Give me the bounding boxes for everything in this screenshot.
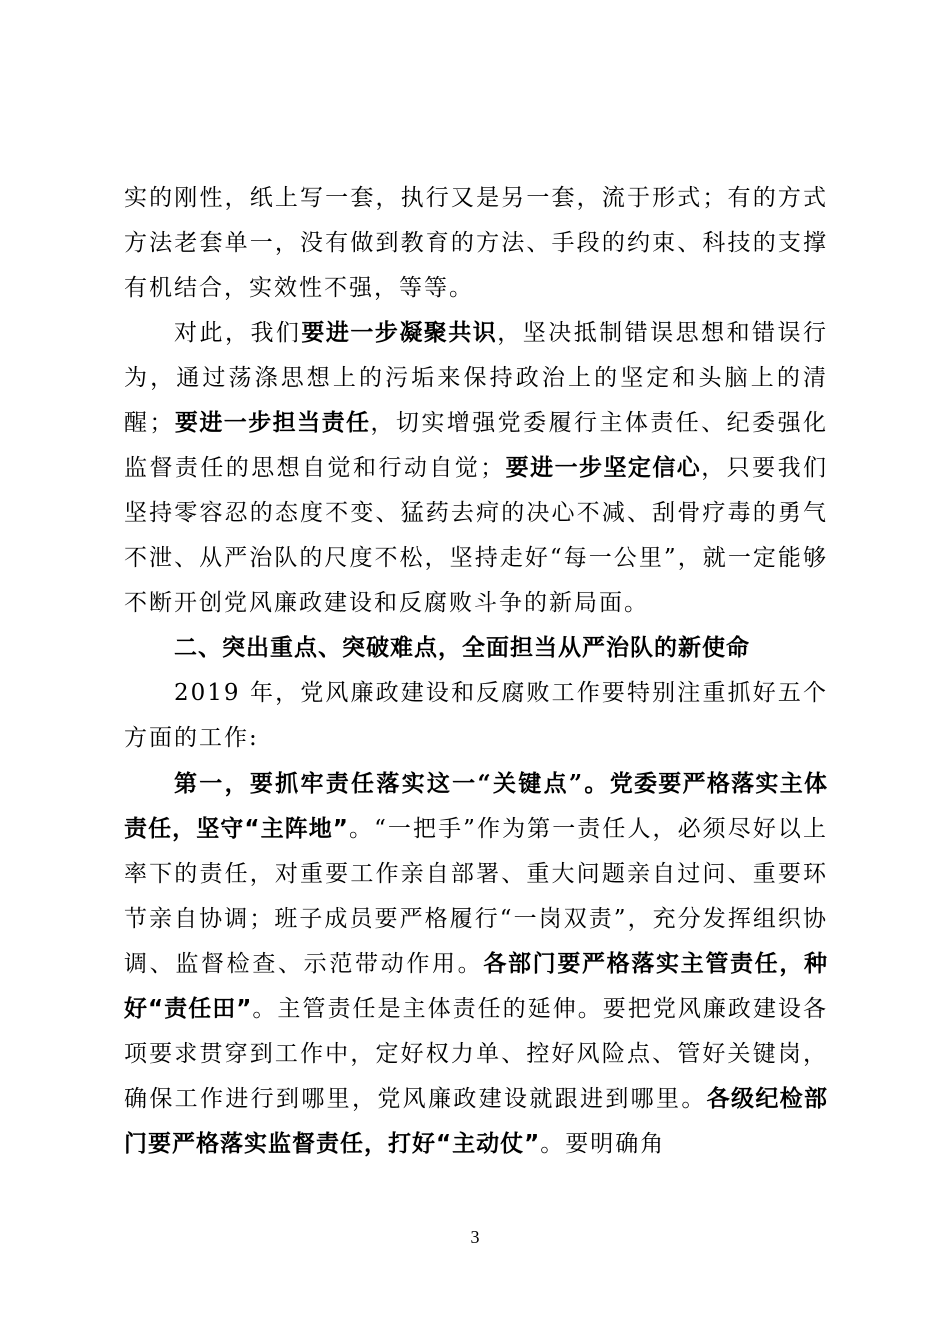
paragraph-text: 。主管责任是主体责任的延伸。要把党风廉政建设各项要求贯穿到工作中，定好权力单、控好风险点、管好关键岗，确保工作进行到哪里，党风廉政建设就跟进到哪里。: [124, 996, 829, 1112]
emphasis-text: 各级纪检部门要严格落实监督责任，打好“主动仗”: [124, 1086, 829, 1157]
paragraph-text: ，只要我们坚持零容忍的态度不变、猛药去疴的决心不减、刮骨疗毒的勇气不泄、从严治队的尺度不松，坚持走好“每一公里”，就一定能够不断开创党风廉政建设和反腐败斗争的新局面。: [124, 455, 829, 616]
paragraph-4: [124, 761, 828, 1167]
paragraph-text: ，切实增强党委履行主体责任、纪委强化监督责任的思想自觉和行动自觉；: [124, 410, 829, 481]
paragraph-text: 。要明确角: [540, 1131, 666, 1157]
paragraph-text: 2019 年，党风廉政建设和反腐败工作要特别注重抓好五个方面的工作:: [124, 680, 828, 751]
document-body: [124, 176, 828, 1167]
emphasis-text: 第一，要抓牢责任落实这一“关键点”。: [174, 770, 610, 797]
paragraph-2: [124, 311, 828, 626]
paragraph-3: [124, 671, 828, 761]
heading-text: 二、突出重点、突破难点，全面担当从严治队的新使命: [174, 635, 750, 661]
emphasis-text: 要进一步凝聚共识: [301, 320, 498, 346]
paragraph-text: 实的刚性，纸上写一套，执行又是另一套，流于形式；有的方式方法老套单一，没有做到教育的方法、手段的约束、科技的支撑有机结合，实效性不强，等等。: [124, 185, 828, 301]
paragraph-text: ，坚决抵制错误思想和错误行为，通过荡涤思想上的污垢来保持政治上的坚定和头脑上的清醒；: [124, 320, 829, 436]
emphasis-text: 党委要严格落实主体责任，坚守“主阵地”: [124, 771, 829, 842]
page-number: 3: [470, 1227, 480, 1247]
section-heading: [124, 626, 828, 671]
paragraph-text: 对此，我们: [174, 320, 302, 346]
emphasis-text: 要进一步坚定信心: [505, 455, 702, 481]
paragraph-1: [124, 176, 828, 311]
emphasis-text: 各部门要严格落实主管责任，种好“责任田”: [124, 951, 829, 1022]
paragraph-text: 。“一把手”作为第一责任人，必须尽好以上率下的责任，对重要工作亲自部署、重大问题亲自过问、重要环节亲自协调；班子成员要严格履行“一岗双责”，充分发挥组织协调、监督检查、示范带动作用。: [124, 816, 828, 977]
emphasis-text: 要进一步担当责任: [174, 410, 371, 436]
